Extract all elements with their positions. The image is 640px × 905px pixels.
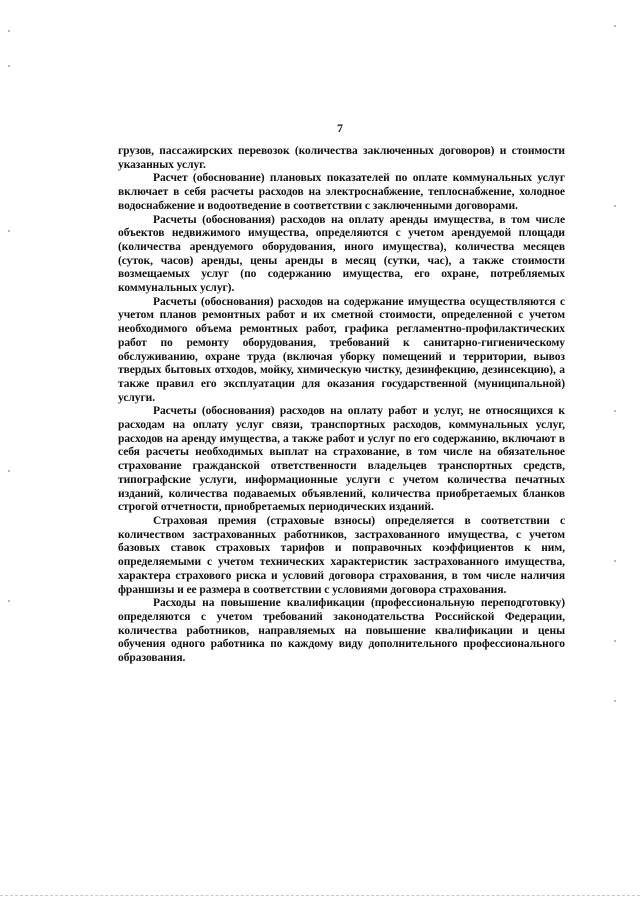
page-number: 7 [337,121,343,135]
paragraph: Страховая премия (страховые взносы) определяется в соответствии с количеством застрахованных работников, застрахованного имущества, с учетом базовых ставок страховых тарифов и поправочных коэффициентов к ним, определяемыми с учетом технических характеристик застрахованного имущества, характера страхового риска и условий договора страхования, в том числе наличия франшизы и ее размера в соответствии с условиями договора страхования. [118,514,565,596]
scan-artifact-bottom [0,895,640,897]
paragraph: грузов, пассажирских перевозок (количества заключенных договоров) и стоимости указанных услуг. [118,145,565,171]
paragraph: Расчеты (обоснования) расходов на оплату аренды имущества, в том числе объектов недвижимого имущества, определяются с учетом арендуемой площади (количества арендуемого оборудования, иного имущества), количества месяцев (суток, часов) аренды, цены аренды в месяц (сутки, час), а также стоимости возмещаемых услуг (по содержанию имущества, его охране, потребляемых коммунальных услуг). [118,213,565,295]
paragraph: Расчеты (обоснования) расходов на содержание имущества осуществляются с учетом планов ремонтных работ и их сметной стоимости, определенной с учетом необходимого объема ремонтных работ, графика регламентно-профилактических работ по ремонту оборудования, требований к санитарно-гигиеническому обслуживанию, охране труда (включая уборку помещений и территории, вывоз твердых бытовых отходов, мойку, химическую чистку, дезинфекцию, дезинсекцию), а также правил его эксплуатации для оказания государственной (муниципальной) услуги. [118,295,565,404]
scan-artifact-right [614,0,618,905]
paragraph: Расходы на повышение квалификации (профессиональную переподготовку) определяются с учетом требований законодательства Российской Федерации, количества работников, направляемых на повышение квалификации и цены обучения одного работника по каждому виду дополнительного профессионального образования. [118,597,565,665]
scan-artifact-left [8,0,12,905]
paragraph: Расчеты (обоснования) расходов на оплату работ и услуг, не относящихся к расходам на оплату услуг связи, транспортных расходов, коммунальных услуг, расходов на аренду имущества, а также работ и услуг по его содержанию, включают в себя расчеты необходимых выплат на страхование, в том числе на обязательное страхование гражданской ответственности владельцев транспортных средств, типографские услуги, информационные услуги с учетом количества печатных изданий, количества подаваемых объявлений, количества приобретаемых бланков строгой отчетности, приобретаемых периодических изданий. [118,405,565,514]
paragraph: Расчет (обоснование) плановых показателей по оплате коммунальных услуг включает в себя расчеты расходов на электроснабжение, теплоснабжение, холодное водоснабжение и водоотведение в соответствии с заключенными договорами. [118,172,565,212]
document-body [118,145,565,666]
